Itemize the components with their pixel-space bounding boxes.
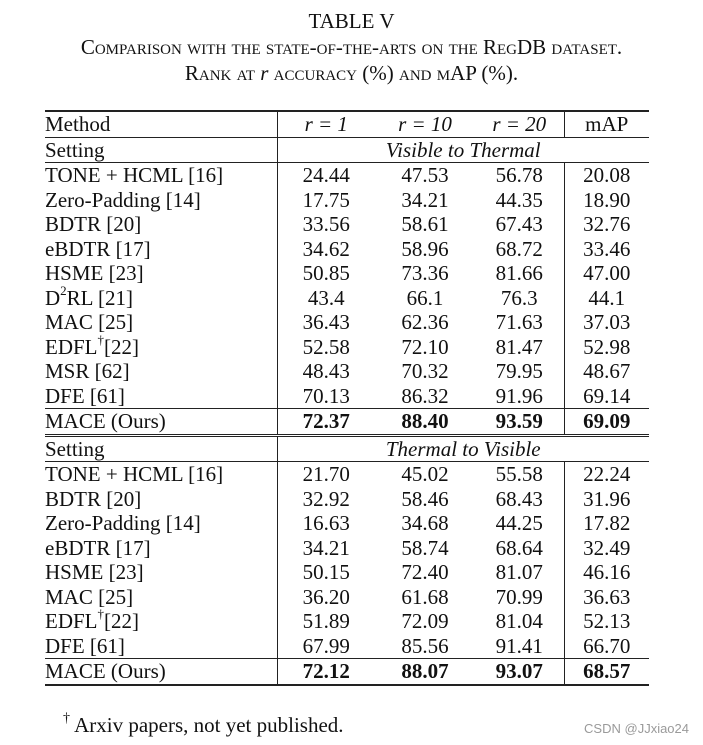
method-cell: EDFL†[22] — [45, 609, 277, 634]
value-cell: 91.96 — [475, 384, 564, 409]
value-cell: 86.32 — [401, 383, 449, 408]
method-cell: MAC [25] — [45, 585, 277, 610]
table-row — [45, 212, 649, 237]
value-cell: 48.67 — [583, 359, 631, 383]
value-cell: 70.32 — [401, 359, 449, 383]
value-cell: 51.89 — [302, 609, 350, 633]
table-row — [45, 487, 649, 512]
method-cell: TONE + HCML [16] — [45, 163, 277, 188]
value-cell: 33.56 — [302, 212, 350, 236]
value-cell: 50.15 — [302, 560, 350, 584]
value-cell: 46.16 — [583, 560, 631, 584]
table-row — [45, 585, 649, 610]
method-cell: eBDTR [17] — [45, 536, 277, 561]
value-cell: 58.96 — [401, 236, 449, 261]
table-row — [45, 511, 649, 536]
method-cell: DFE [61] — [45, 384, 277, 409]
value-cell: 31.96 — [583, 486, 631, 511]
method-cell: MSR [62] — [45, 359, 277, 384]
value-cell: 91.41 — [475, 634, 564, 659]
setting-name: Thermal to Visible — [277, 435, 649, 462]
setting-name: Visible to Thermal — [277, 137, 649, 163]
table-row — [45, 188, 649, 213]
value-cell: 47.00 — [583, 261, 631, 285]
value-cell: 47.53 — [401, 163, 449, 187]
value-cell: 69.14 — [583, 383, 631, 408]
ours-row — [45, 659, 649, 685]
value-cell: 50.85 — [302, 261, 350, 285]
setting-label: Setting — [45, 435, 277, 462]
value-cell: 36.20 — [302, 584, 350, 609]
method-cell: HSME [23] — [45, 560, 277, 585]
value-cell: 55.58 — [475, 462, 564, 487]
column-header: mAP — [564, 111, 649, 137]
value-cell: 81.47 — [475, 335, 564, 360]
value-cell: 17.82 — [583, 511, 631, 535]
method-cell: MAC [25] — [45, 310, 277, 335]
value-cell: 73.36 — [401, 261, 449, 285]
value-cell: 72.10 — [401, 334, 449, 359]
method-cell: HSME [23] — [45, 261, 277, 286]
method-cell: Zero-Padding [14] — [45, 188, 277, 213]
value-cell: 20.08 — [583, 163, 631, 187]
table-row — [45, 163, 649, 188]
value-cell: 70.99 — [475, 585, 564, 610]
value-cell: 34.68 — [401, 511, 449, 535]
value-cell: 36.63 — [583, 584, 631, 609]
table-row — [45, 634, 649, 659]
value-cell: 58.74 — [401, 535, 449, 560]
value-cell: 68.72 — [475, 237, 564, 262]
column-header: Method — [45, 111, 277, 137]
value-cell: 69.09 — [564, 409, 649, 436]
value-cell: 68.57 — [564, 659, 649, 685]
watermark: CSDN @JJxiao24 — [584, 721, 689, 736]
method-cell: BDTR [20] — [45, 212, 277, 237]
method-cell: TONE + HCML [16] — [45, 462, 277, 487]
value-cell: 66.70 — [583, 633, 631, 658]
table-row — [45, 536, 649, 561]
value-cell: 58.61 — [401, 212, 449, 236]
table-row — [45, 261, 649, 286]
value-cell: 81.66 — [475, 261, 564, 286]
value-cell: 93.59 — [475, 409, 564, 436]
method-cell: MACE (Ours) — [45, 659, 277, 685]
method-cell: eBDTR [17] — [45, 237, 277, 262]
value-cell: 81.04 — [475, 609, 564, 634]
method-cell: $D^2RL$ [21] — [45, 286, 277, 311]
value-cell: 72.09 — [401, 609, 449, 633]
value-cell: 72.40 — [401, 560, 449, 584]
table-row — [45, 286, 649, 311]
column-header: r = 20 — [475, 111, 564, 137]
value-cell: 52.58 — [302, 334, 350, 359]
value-cell: 36.43 — [302, 310, 350, 334]
value-cell: 76.3 — [475, 286, 564, 311]
method-cell: MACE (Ours) — [45, 409, 277, 436]
value-cell: 79.95 — [475, 359, 564, 384]
value-cell: 68.64 — [475, 536, 564, 561]
table-row — [45, 237, 649, 262]
value-cell: 22.24 — [583, 462, 631, 486]
value-cell: 52.13 — [583, 609, 631, 633]
value-cell: 44.1 — [588, 285, 626, 310]
table-row — [45, 359, 649, 384]
value-cell: 67.99 — [302, 633, 350, 658]
ours-row — [45, 409, 649, 436]
column-header: r = 10 — [375, 111, 475, 137]
value-cell: 34.21 — [302, 535, 350, 560]
value-cell: 58.46 — [401, 486, 449, 511]
value-cell: 52.98 — [583, 334, 631, 359]
value-cell: 45.02 — [401, 462, 449, 486]
value-cell: 88.40 — [375, 409, 475, 436]
comparison-table — [45, 110, 649, 686]
value-cell: 32.49 — [583, 535, 631, 560]
value-cell: 61.68 — [401, 584, 449, 609]
value-cell: 17.75 — [302, 187, 350, 212]
table-caption-line-2: Rank at r accuracy (%) and mAP (%). — [184, 61, 519, 85]
value-cell: 66.1 — [406, 285, 444, 310]
table-row — [45, 609, 649, 634]
value-cell: 72.12 — [277, 659, 375, 685]
table-caption-line-1: Comparison with the state-of-the-arts on the RegDB dataset. — [80, 35, 623, 59]
value-cell: 37.03 — [583, 310, 631, 334]
table-row — [45, 462, 649, 487]
footnote-text: Arxiv papers, not yet published. — [74, 713, 344, 737]
value-cell: 18.90 — [583, 187, 631, 212]
value-cell: 34.21 — [401, 187, 449, 212]
value-cell: 43.4 — [307, 285, 345, 310]
value-cell: 21.70 — [302, 462, 350, 486]
value-cell: 67.43 — [475, 212, 564, 237]
value-cell: 70.13 — [302, 383, 350, 408]
method-cell: EDFL†[22] — [45, 335, 277, 360]
method-cell: DFE [61] — [45, 634, 277, 659]
value-cell: 72.37 — [277, 409, 375, 436]
table-row — [45, 310, 649, 335]
value-cell: 62.36 — [401, 310, 449, 334]
value-cell: 44.35 — [475, 188, 564, 213]
value-cell: 44.25 — [475, 511, 564, 536]
value-cell: 68.43 — [475, 487, 564, 512]
table-row — [45, 384, 649, 409]
value-cell: 81.07 — [475, 560, 564, 585]
value-cell: 32.92 — [302, 486, 350, 511]
value-cell: 24.44 — [302, 163, 350, 187]
value-cell: 33.46 — [583, 236, 631, 261]
value-cell: 34.62 — [302, 236, 350, 261]
method-cell: BDTR [20] — [45, 487, 277, 512]
value-cell: 85.56 — [401, 633, 449, 658]
table-row — [45, 335, 649, 360]
table-row — [45, 560, 649, 585]
setting-row — [45, 137, 649, 163]
value-cell: 71.63 — [475, 310, 564, 335]
value-cell: 32.76 — [583, 212, 631, 236]
method-cell: Zero-Padding [14] — [45, 511, 277, 536]
column-header: r = 1 — [277, 111, 375, 137]
setting-label: Setting — [45, 137, 277, 163]
setting-row — [45, 435, 649, 462]
footnote — [63, 713, 344, 738]
value-cell: 88.07 — [375, 659, 475, 685]
value-cell: 16.63 — [302, 511, 350, 535]
header-row — [45, 111, 649, 137]
value-cell: 48.43 — [302, 359, 350, 383]
dagger-mark: † — [63, 711, 70, 726]
table-label: TABLE V — [308, 9, 395, 33]
value-cell: 56.78 — [475, 163, 564, 188]
value-cell: 93.07 — [475, 659, 564, 685]
